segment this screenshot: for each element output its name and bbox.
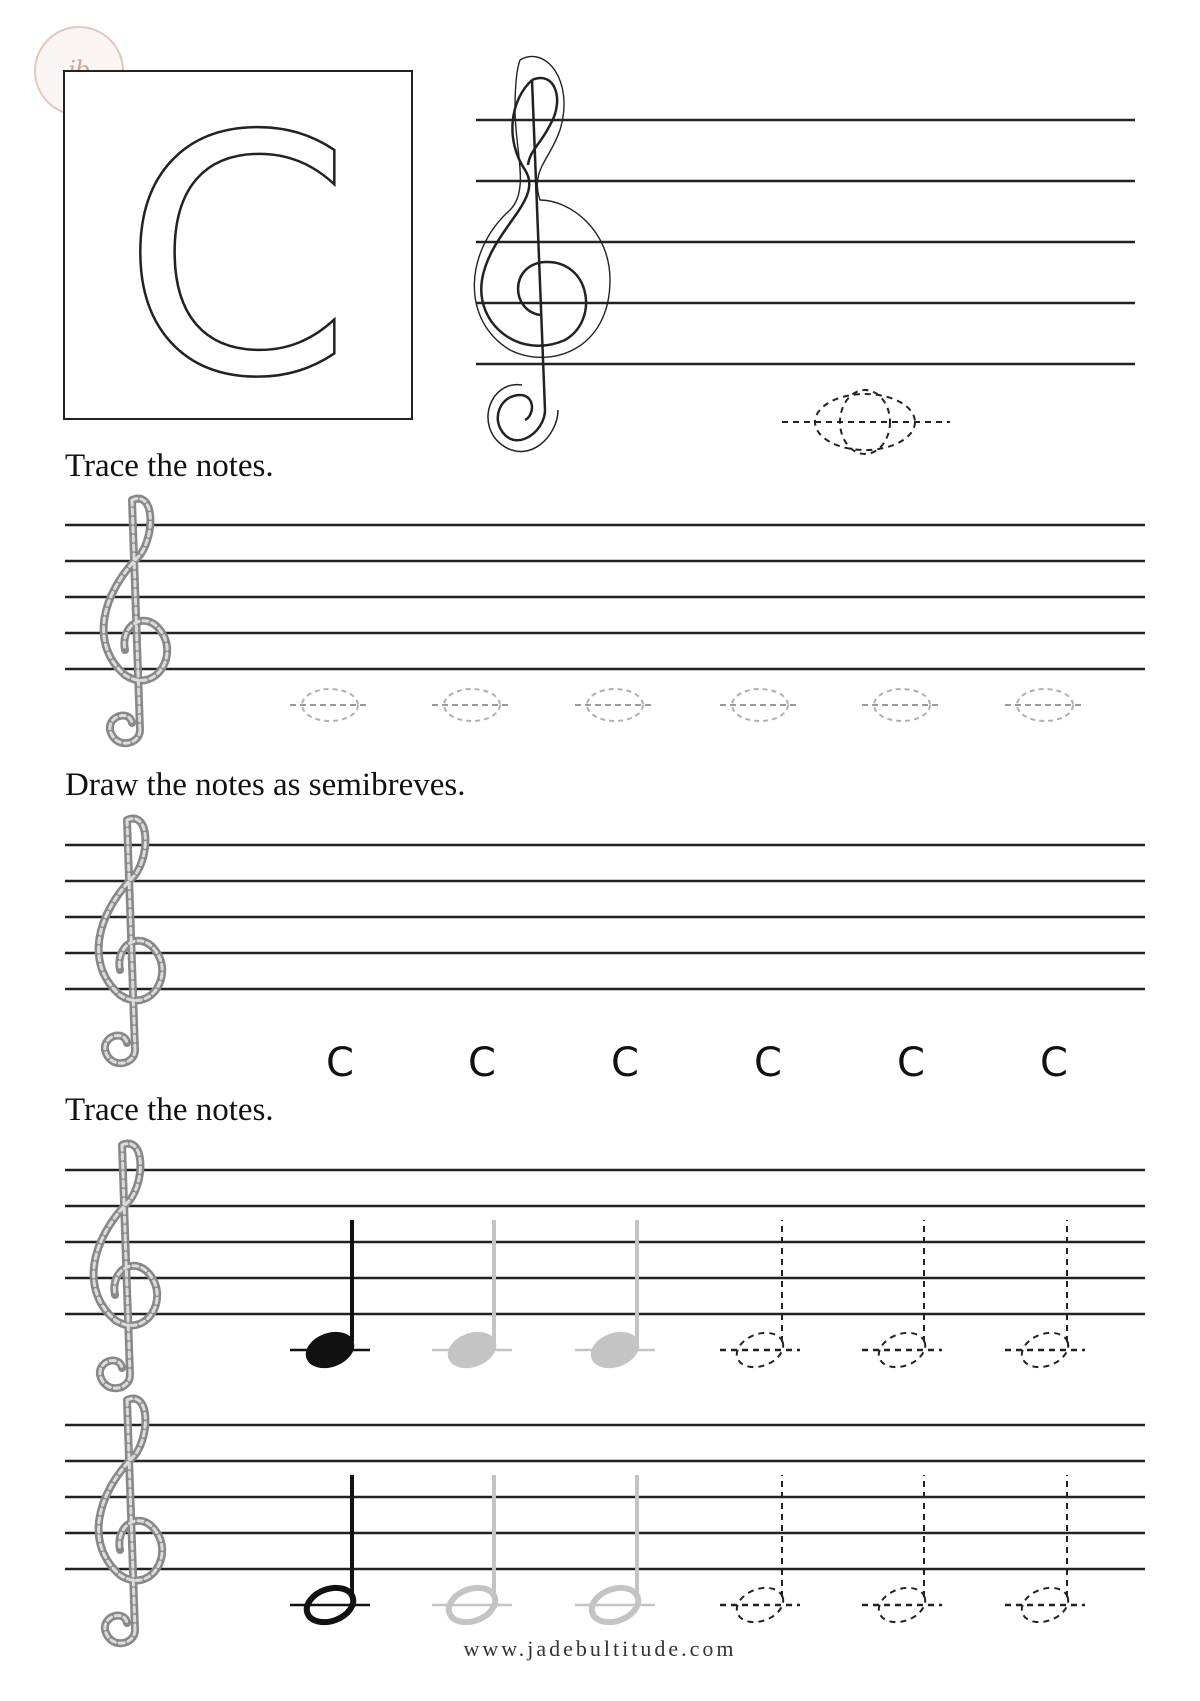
treble-clef-icon <box>474 56 610 451</box>
note-dashed-semibreve-1 <box>290 689 370 721</box>
note-label: C <box>611 1040 639 1086</box>
example-staff <box>470 50 1140 460</box>
note-dashed-semibreve-2 <box>432 689 512 721</box>
staff-lines <box>65 845 1145 989</box>
outlined-letter <box>65 72 415 422</box>
treble-clef-icon <box>94 1144 158 1389</box>
note-dashed-semibreve-5 <box>862 689 942 721</box>
draw-staff[interactable] <box>60 805 1150 1050</box>
note-label: C <box>754 1040 782 1086</box>
treble-clef-icon <box>99 1399 163 1644</box>
staff-lines <box>476 120 1135 364</box>
note-label: C <box>468 1040 496 1086</box>
instruction-trace-notes-2: Trace the notes. <box>65 1092 274 1128</box>
trace-staff-minims <box>60 1385 1150 1635</box>
instruction-trace-notes-1: Trace the notes. <box>65 448 274 484</box>
dashed-note-c <box>782 390 950 454</box>
note-dashed-semibreve-3 <box>575 689 655 721</box>
svg-text:C: C <box>121 72 353 422</box>
trace-staff-crotchets <box>60 1130 1150 1380</box>
trace-staff-1 <box>60 485 1150 730</box>
note-label: C <box>1040 1040 1068 1086</box>
staff-lines <box>65 1170 1145 1314</box>
note-label: C <box>326 1040 354 1086</box>
note-dashed-semibreve-6 <box>1005 689 1085 721</box>
footer-url: www.jadebultitude.com <box>463 1636 737 1661</box>
staff-lines <box>65 525 1145 669</box>
staff-lines <box>65 1425 1145 1569</box>
treble-clef-icon <box>104 499 168 744</box>
letter-box <box>63 70 413 420</box>
instruction-draw-semibreves: Draw the notes as semibreves. <box>65 767 466 803</box>
note-letter-labels <box>0 1040 1200 1100</box>
note-label: C <box>897 1040 925 1086</box>
treble-clef-icon <box>99 819 163 1064</box>
note-dashed-semibreve-4 <box>720 689 800 721</box>
